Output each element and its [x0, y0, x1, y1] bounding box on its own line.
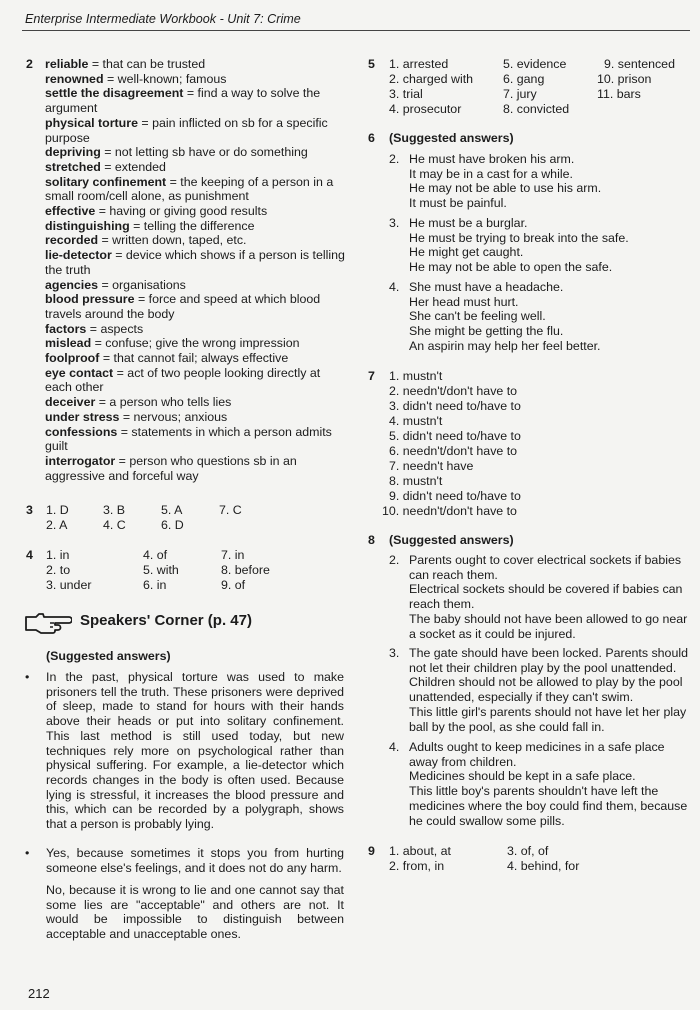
answer-line: Parents ought to cover electrical sockets if babies can reach them.	[409, 553, 682, 582]
answer-item: 5. with	[143, 563, 179, 577]
bullet: •	[25, 846, 30, 860]
definition-entry: reliable = that can be trusted	[45, 57, 206, 71]
answer-line: He may not be able to use his arm.	[409, 181, 602, 196]
answer-group	[409, 280, 689, 354]
answer-item: 7. C	[219, 503, 242, 517]
answer-line: Adults ought to keep medicines in a safe place away from children.	[409, 740, 665, 769]
answer-item: 4. of	[143, 548, 168, 562]
definition-entry: recorded = written down, taped, etc.	[45, 233, 247, 248]
definition-entry: eye contact = act of two people looking directly at each other	[45, 365, 321, 395]
speakers-corner-paragraph: No, because it is wrong to lie and one cannot say that some lies are "acceptable" and others are not. It would be impossible to distinguish between acceptable and unacceptable ones.	[46, 883, 344, 942]
answer-item: 10. prison	[597, 72, 652, 86]
answer-item: 2. from, in	[389, 859, 445, 873]
group-number: 3.	[389, 646, 400, 660]
group-number: 4.	[389, 280, 400, 294]
definition-entry: stretched = extended	[45, 159, 166, 174]
ex7-number: 7	[368, 369, 375, 383]
answer-item: 1. mustn't	[389, 369, 443, 383]
definition-entry: deceiver = a person who tells lies	[45, 395, 232, 410]
answer-item: 10. needn't/don't have to	[382, 504, 517, 518]
answer-item: 7. jury	[503, 87, 537, 101]
answer-item: 1. in	[46, 548, 70, 562]
answer-line: The gate should have been locked. Parents should not let their children play by the pool unattended.	[409, 646, 688, 675]
definition-entry: distinguishing = telling the difference	[45, 218, 255, 233]
answer-line: An aspirin may help her feel better.	[409, 338, 601, 353]
answer-line: He might get caught.	[409, 245, 524, 260]
page-header: Enterprise Intermediate Workbook - Unit 7: Crime	[25, 12, 301, 26]
answer-item: 9. of	[221, 578, 246, 592]
answer-line: She can't be feeling well.	[409, 309, 546, 324]
answer-item: 3. under	[46, 578, 92, 592]
definition-entry: factors = aspects	[45, 321, 144, 336]
group-number: 2.	[389, 152, 400, 166]
answer-line: He must have broken his arm.	[409, 152, 575, 166]
group-number: 2.	[389, 553, 400, 567]
header-rule	[22, 30, 690, 31]
definition-entry: depriving = not letting sb have or do something	[45, 145, 308, 160]
answer-item: 7. needn't have	[389, 459, 474, 473]
definition-entry: effective = having or giving good results	[45, 204, 268, 219]
answer-item: 2. A	[46, 518, 68, 532]
definition-entry: agencies = organisations	[45, 277, 186, 292]
ex8-heading: (Suggested answers)	[389, 533, 514, 547]
answer-line: It may be in a cast for a while.	[409, 166, 573, 181]
answer-item: 5. A	[161, 503, 183, 517]
answer-item: 8. mustn't	[389, 474, 443, 488]
speakers-corner-subheading: (Suggested answers)	[46, 649, 171, 663]
definition-entry: solitary confinement = the keeping of a person in a small room/cell alone, as punishment	[45, 174, 334, 204]
definition-entry: interrogator = person who questions sb in an aggressive and forceful way	[45, 453, 297, 483]
answer-group	[409, 646, 689, 734]
answer-item: 4. C	[103, 518, 126, 532]
answer-item: 1. D	[46, 503, 69, 517]
bullet: •	[25, 670, 30, 684]
group-number: 4.	[389, 740, 400, 754]
answer-item: 6. needn't/don't have to	[389, 444, 518, 458]
answer-item: 6. gang	[503, 72, 545, 86]
ex8-number: 8	[368, 533, 375, 547]
answer-group	[409, 553, 689, 641]
definition-entry: under stress = nervous; anxious	[45, 409, 228, 424]
speakers-corner-paragraph: In the past, physical torture was used to make prisoners tell the truth. These prisoners were deprived of sleep, made to stand for hours with their hands above their heads or put into solitary confinement. This last method is still used today, but new techniques rely more on psychological rather than physical suffering. For example, a lie-detector which records changes in the body is often used. Because lying is stressful, it increases the blood pressure and this, which can be recorded by a polygraph, shows that a person is probably lying.	[46, 670, 344, 832]
answer-line: Electrical sockets should be covered if babies can reach them.	[409, 582, 683, 612]
answer-line: It must be painful.	[409, 196, 507, 211]
answer-item: 3. B	[103, 503, 126, 517]
definition-entry: blood pressure = force and speed at which blood travels around the body	[45, 292, 321, 321]
ex5-number: 5	[368, 57, 375, 71]
answer-line: The baby should not have been allowed to go near a socket as it could be injured.	[409, 611, 688, 641]
answer-line: She must have a headache.	[409, 280, 564, 294]
answer-item: 4. mustn't	[389, 414, 443, 428]
answer-item: 3. didn't need to/have to	[389, 399, 521, 413]
ex3-number: 3	[26, 503, 33, 517]
answer-item: 5. evidence	[503, 57, 567, 71]
definition-entry: confessions = statements in which a person admits guilt	[45, 424, 332, 454]
answer-group	[409, 216, 689, 275]
answer-item: 7. in	[221, 548, 245, 562]
answer-item: 6. in	[143, 578, 167, 592]
definition-entry: renowned = well-known; famous	[45, 71, 227, 86]
pointing-hand-icon	[24, 610, 72, 634]
answer-line: He must be a burglar.	[409, 216, 528, 230]
answer-item: 9. didn't need to/have to	[389, 489, 521, 503]
group-number: 3.	[389, 216, 400, 230]
answer-group	[409, 152, 689, 211]
answer-group	[409, 740, 689, 828]
ex2-number: 2	[26, 57, 33, 71]
speakers-corner-paragraph: Yes, because sometimes it stops you from hurting someone else's feelings, and it does not do any harm.	[46, 846, 344, 875]
answer-line: Children should not be allowed to play by the pool unattended, especially if they can't swim.	[409, 675, 683, 705]
answer-line: He may not be able to open the safe.	[409, 260, 613, 275]
answer-item: 4. prosecutor	[389, 102, 462, 116]
ex6-number: 6	[368, 131, 375, 145]
answer-item: 2. needn't/don't have to	[389, 384, 518, 398]
speakers-corner-title: Speakers' Corner (p. 47)	[80, 612, 252, 629]
answer-line: He must be trying to break into the safe.	[409, 230, 629, 245]
answer-item: 6. D	[161, 518, 184, 532]
answer-item: 1. arrested	[389, 57, 449, 71]
answer-item: 2. charged with	[389, 72, 474, 86]
answer-item: 2. to	[46, 563, 71, 577]
ex4-number: 4	[26, 548, 33, 562]
definition-entry: foolproof = that cannot fail; always effective	[45, 351, 289, 366]
answer-item: 3. of, of	[507, 844, 549, 858]
answer-item: 11. bars	[597, 87, 641, 101]
answer-item: 5. didn't need to/have to	[389, 429, 521, 443]
answer-line: Her head must hurt.	[409, 294, 519, 309]
page-number: 212	[28, 986, 50, 1001]
answer-item: 8. before	[221, 563, 270, 577]
ex6-heading: (Suggested answers)	[389, 131, 514, 145]
answer-line: She might be getting the flu.	[409, 324, 564, 339]
answer-item: 1. about, at	[389, 844, 452, 858]
definition-entry: settle the disagreement = find a way to solve the argument	[45, 86, 321, 116]
definition-entry: lie-detector = device which shows if a person is telling the truth	[45, 248, 345, 277]
answer-item: 8. convicted	[503, 102, 570, 116]
definition-entry: physical torture = pain inflicted on sb for a specific purpose	[45, 115, 328, 145]
answer-line: This little boy's parents shouldn't have left the medicines where the boy could find them, because he could swallow some pills.	[409, 784, 688, 828]
answer-line: Medicines should be kept in a safe place.	[409, 769, 636, 784]
ex9-number: 9	[368, 844, 375, 858]
definition-entry: mislead = confuse; give the wrong impression	[45, 336, 300, 351]
answer-item: 4. behind, for	[507, 859, 580, 873]
answer-item: 3. trial	[389, 87, 423, 101]
ex2-definitions	[45, 57, 347, 483]
answer-item: 9. sentenced	[604, 57, 675, 71]
answer-line: This little girl's parents should not have let her play ball by the pool, as she could fall in.	[409, 704, 687, 734]
